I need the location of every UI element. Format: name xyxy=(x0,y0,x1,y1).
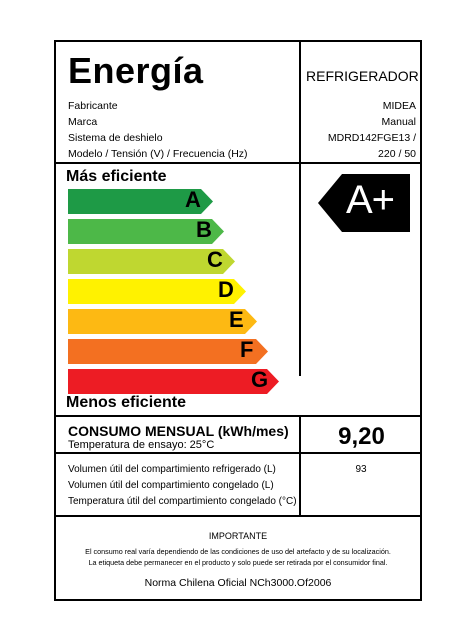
divider-vertical-top xyxy=(299,42,301,376)
info-value-deshielo: MDRD142FGE13 / xyxy=(327,132,416,144)
consumption-subtitle: Temperatura de ensayo: 25°C xyxy=(68,439,215,451)
product-type: REFRIGERADOR xyxy=(306,68,419,84)
efficiency-bar-g xyxy=(68,369,279,394)
volume-value-congelado xyxy=(306,478,416,494)
volume-labels xyxy=(68,462,297,510)
volume-value-temperatura xyxy=(306,494,416,510)
efficiency-letter-f: F xyxy=(240,337,254,362)
info-label-modelo: Modelo / Tensión (V) / Frecuencia (Hz) xyxy=(68,148,248,160)
consumption-title: CONSUMO MENSUAL (kWh/mes) xyxy=(68,423,289,439)
divider-scale xyxy=(56,415,420,417)
page-title: Energía xyxy=(68,50,204,91)
divider-volumes xyxy=(56,515,420,517)
important-line-2: La etiqueta debe permanecer en el producto y solo puede ser retirada por el consumidor final. xyxy=(88,558,388,567)
more-efficient-label: Más eficiente xyxy=(66,168,167,185)
volume-label-refrigerado: Volumen útil del compartimiento refrigerado (L) xyxy=(68,464,276,475)
volume-values xyxy=(306,462,416,510)
efficiency-bar-a xyxy=(68,189,213,214)
efficiency-letter-b: B xyxy=(196,217,212,242)
info-label-fabricante: Fabricante xyxy=(68,100,118,112)
info-values xyxy=(306,98,416,162)
efficiency-bar-f xyxy=(68,339,268,364)
norm-reference: Norma Chilena Oficial NCh3000.Of2006 xyxy=(144,577,332,589)
efficiency-letter-a: A xyxy=(185,187,201,212)
important-text xyxy=(62,546,414,568)
efficiency-bar-d xyxy=(68,279,246,304)
info-value-fabricante: MIDEA xyxy=(382,100,416,112)
important-title: IMPORTANTE xyxy=(208,531,268,541)
efficiency-bar-b xyxy=(68,219,224,244)
efficiency-letter-e: E xyxy=(229,307,244,332)
info-value-modelo: 220 / 50 xyxy=(378,148,416,160)
important-line-1: El consumo real varía dependiendo de las condiciones de uso del artefacto y de su localización. xyxy=(85,547,391,556)
volume-label-congelado: Volumen útil del compartimiento congelado (L) xyxy=(68,480,274,491)
efficiency-letter-g: G xyxy=(251,367,269,392)
volume-value-refrigerado: 93 xyxy=(355,464,367,475)
efficiency-letter-d: D xyxy=(218,277,234,302)
energy-label xyxy=(54,40,422,601)
info-value-marca: Manual xyxy=(381,116,416,128)
volume-label-temperatura: Temperatura útil del compartimiento congelado (°C) xyxy=(68,496,297,507)
efficiency-rating: A+ xyxy=(346,178,395,222)
info-labels xyxy=(68,98,293,162)
efficiency-bar-c xyxy=(68,249,235,274)
consumption-value: 9,20 xyxy=(338,423,385,450)
divider-consumption xyxy=(56,452,420,454)
less-efficient-label: Menos eficiente xyxy=(66,394,187,411)
efficiency-rating-badge xyxy=(318,174,410,232)
divider-header xyxy=(56,162,420,164)
info-label-deshielo: Sistema de deshielo xyxy=(68,132,163,144)
efficiency-bar-e xyxy=(68,309,257,334)
efficiency-letter-c: C xyxy=(207,247,223,272)
info-label-marca: Marca xyxy=(68,116,98,128)
